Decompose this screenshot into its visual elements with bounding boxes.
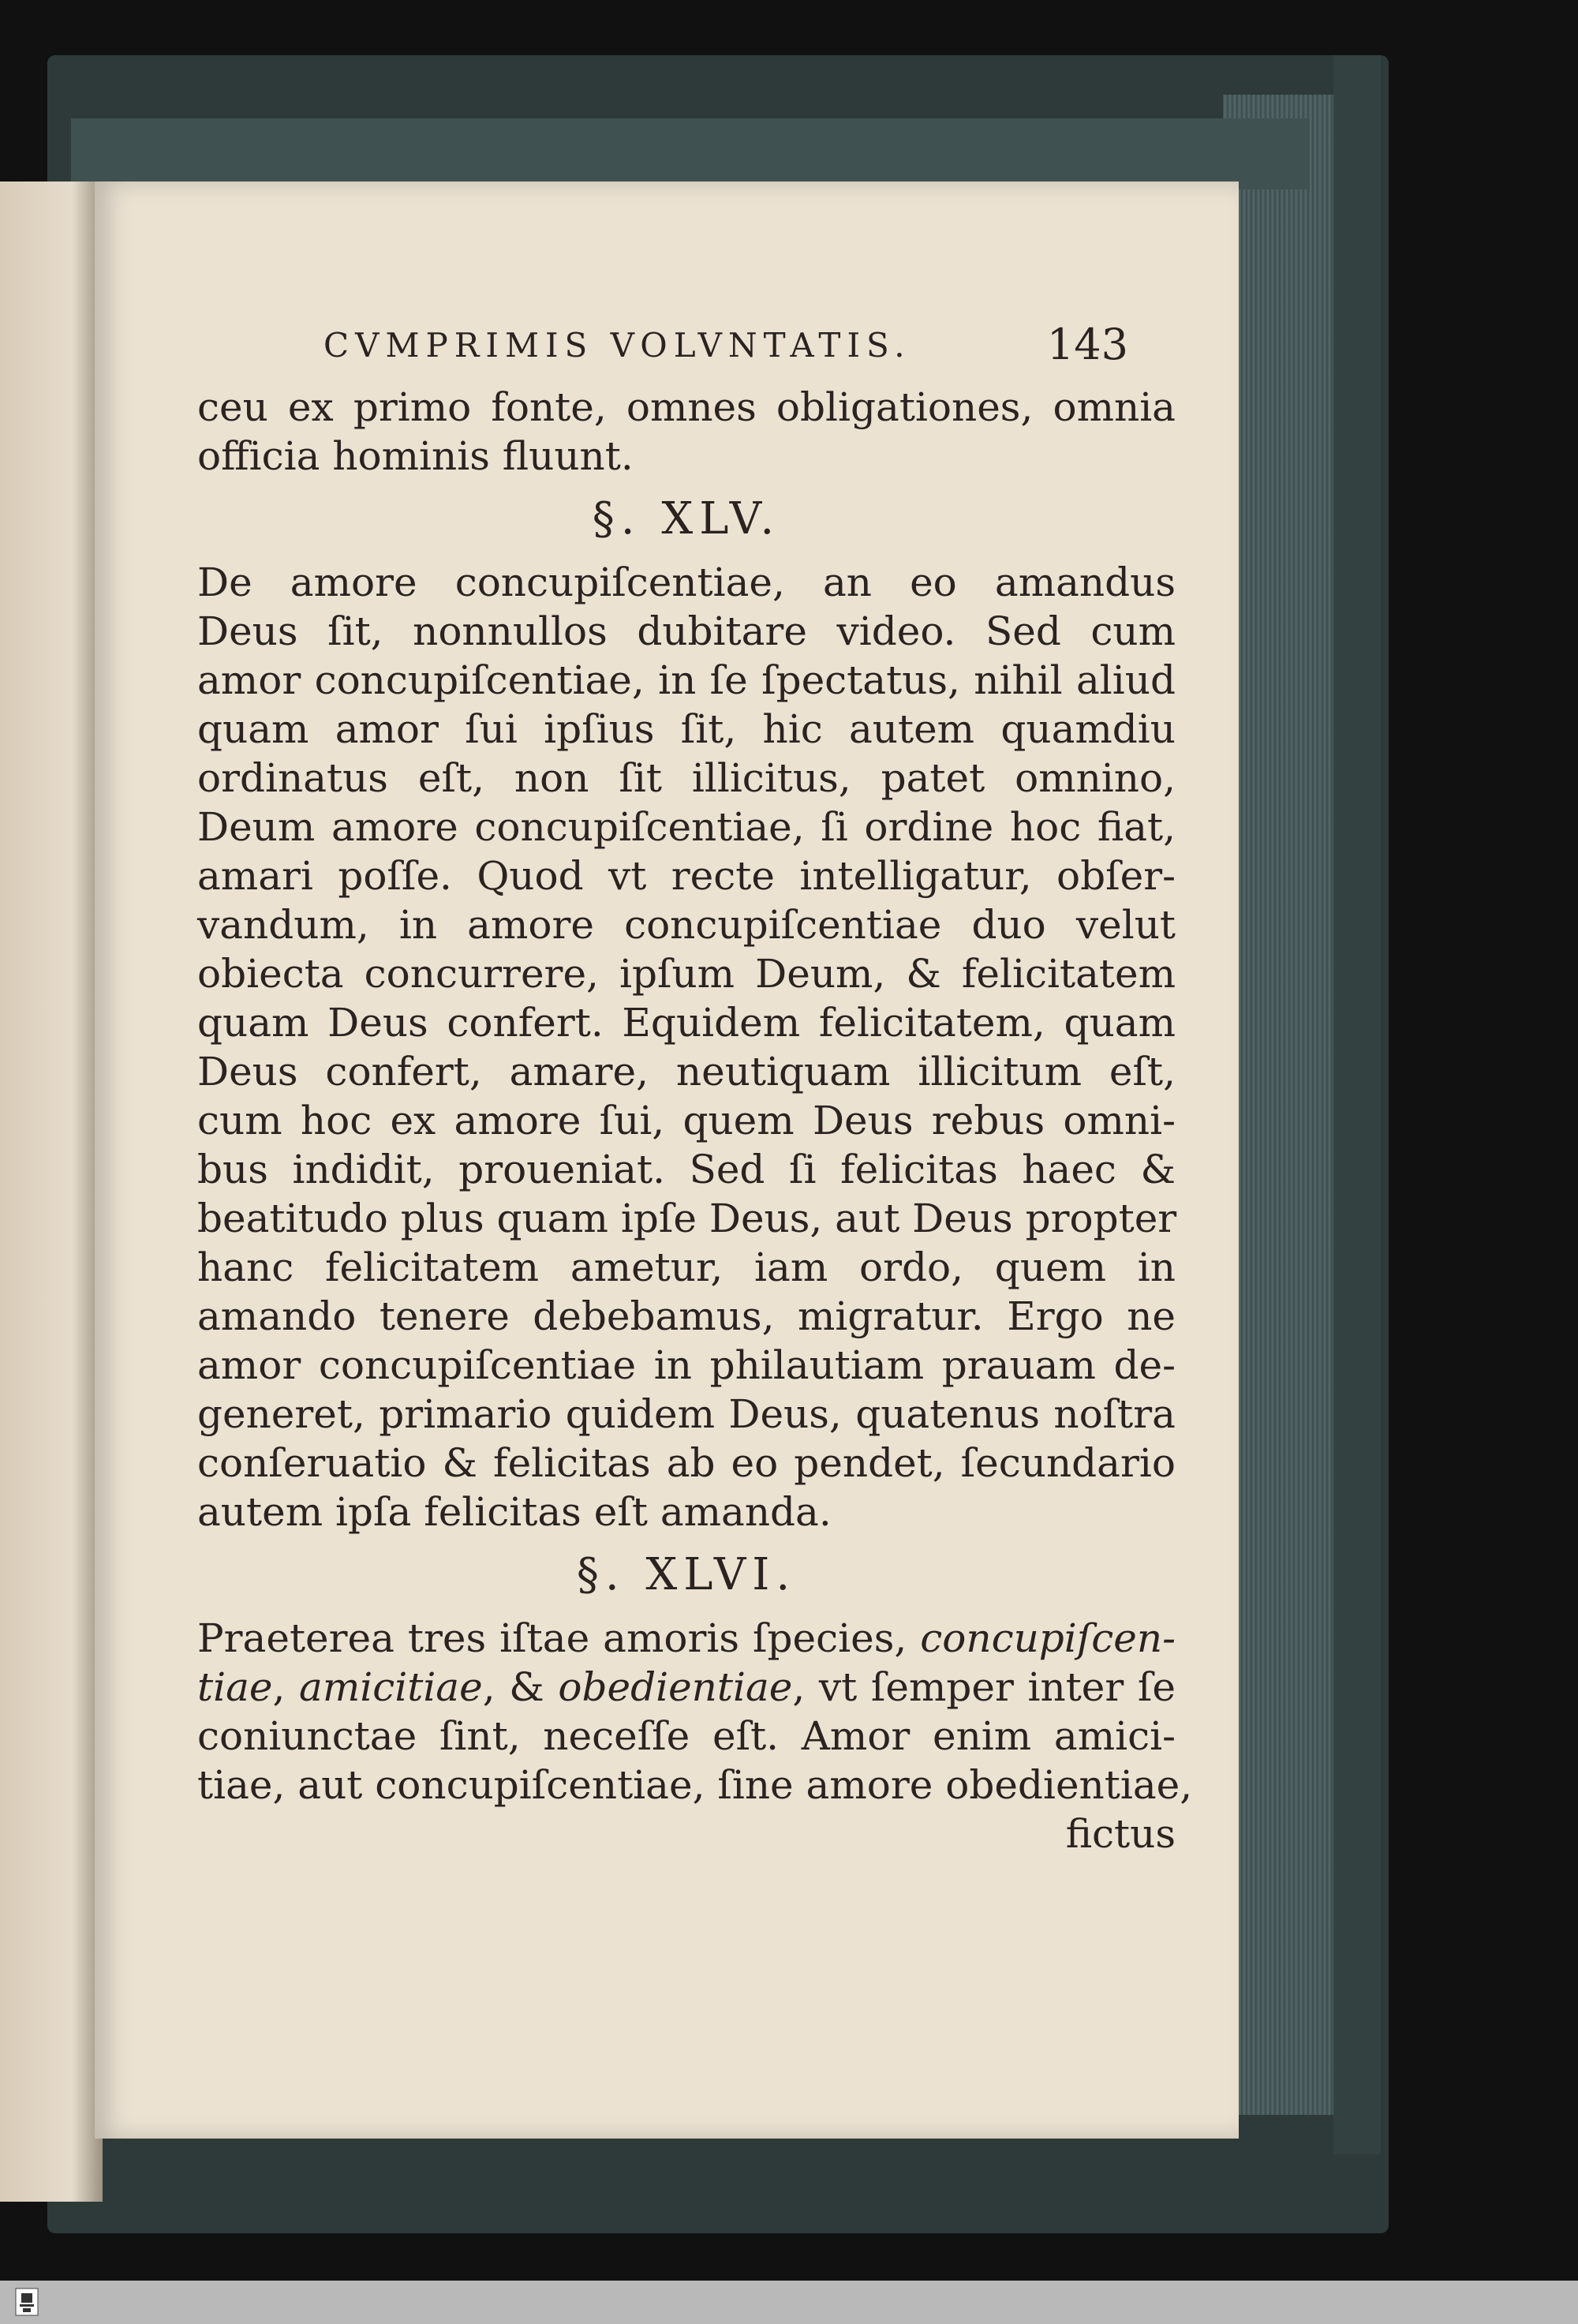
italic-term: amicitiae (299, 1664, 483, 1710)
text-line: quam Deus confert. Equidem felicitatem, quam (197, 1000, 1176, 1046)
text-line: ceu ex primo fonte, omnes obligationes, omnia (197, 384, 1176, 430)
text-line: Deus confert, amare, neutiquam illicitum eſt, (197, 1049, 1176, 1095)
section-heading: §. XLVI. (576, 1549, 797, 1600)
book-page (95, 182, 1239, 2139)
text-line: amari poſſe. Quod vt recte intelligatur, obſer- (197, 853, 1176, 899)
text-line: amando tenere debebamus, migratur. Ergo ne (197, 1293, 1176, 1339)
text-line (197, 1614, 1176, 1663)
text-line: Deum amore concupiſcentiae, ſi ordine hoc fiat, (197, 804, 1176, 850)
text-run: , (272, 1664, 300, 1710)
text-line: Deus ſit, nonnullos dubitare video. Sed cum (197, 608, 1176, 654)
text-line: conſeruatio & felicitas ab eo pendet, ſecundario (197, 1440, 1176, 1486)
text-line: beatitudo plus quam ipſe Deus, aut Deus propter (197, 1196, 1177, 1241)
text-run: , & (482, 1664, 559, 1710)
text-line: autem ipſa felicitas eſt amanda. (197, 1489, 832, 1535)
text-line: amor concupiſcentiae in philautiam prauam de- (197, 1342, 1176, 1388)
text-line: coniunctae ſint, neceſſe eſt. Amor enim amici- (197, 1713, 1176, 1759)
text-line: generet, primario quidem Deus, quatenus noſtra (197, 1391, 1176, 1437)
text-line: tiae, aut concupiſcentiae, ſine amore obedientiae, (197, 1762, 1193, 1808)
page-edges (1223, 95, 1349, 2115)
text-line: cum hoc ex amore ſui, quem Deus rebus omni- (197, 1098, 1176, 1143)
text-line: quam amor ſui ipſius ſit, hic autem quamdiu (197, 706, 1176, 752)
top-page-edges (71, 118, 1310, 189)
page-number: 143 (1046, 320, 1128, 369)
viewer-footer-bar (0, 2281, 1578, 2324)
text-line: amor concupiſcentiae, in ſe ſpectatus, nihil aliud (197, 657, 1176, 703)
page-text (197, 383, 1193, 1858)
text-run: Praeterea tres iſtae amoris ſpecies, (197, 1615, 921, 1661)
text-line (197, 1663, 1176, 1712)
cover-edge (1333, 55, 1381, 2154)
catchword: fictus (1065, 1811, 1176, 1857)
text-line: ordinatus eſt, non ſit illicitus, patet omnino, (197, 755, 1176, 801)
section-heading: §. XLV. (592, 493, 781, 545)
running-title: CVMPRIMIS VOLVNTATIS. (323, 326, 911, 365)
text-run: , vt ſemper inter ſe (792, 1664, 1176, 1710)
text-line: De amore concupiſcentiae, an eo amandus (197, 559, 1176, 605)
text-line: bus indidit, proueniat. Sed ſi felicitas haec & (197, 1147, 1176, 1192)
library-logo-icon (14, 2287, 39, 2317)
text-line: officia hominis fluunt. (197, 433, 634, 479)
italic-term: obedientiae (558, 1664, 793, 1710)
text-line: hanc felicitatem ametur, iam ordo, quem in (197, 1244, 1176, 1290)
text-line: vandum, in amore concupiſcentiae duo velut (197, 902, 1176, 948)
left-page-edge (0, 182, 103, 2202)
running-head (323, 320, 1128, 375)
text-line: obiecta concurrere, ipſum Deum, & felicitatem (197, 951, 1176, 997)
italic-term: concupiſcen- (920, 1615, 1176, 1661)
italic-term: tiae (197, 1664, 273, 1710)
